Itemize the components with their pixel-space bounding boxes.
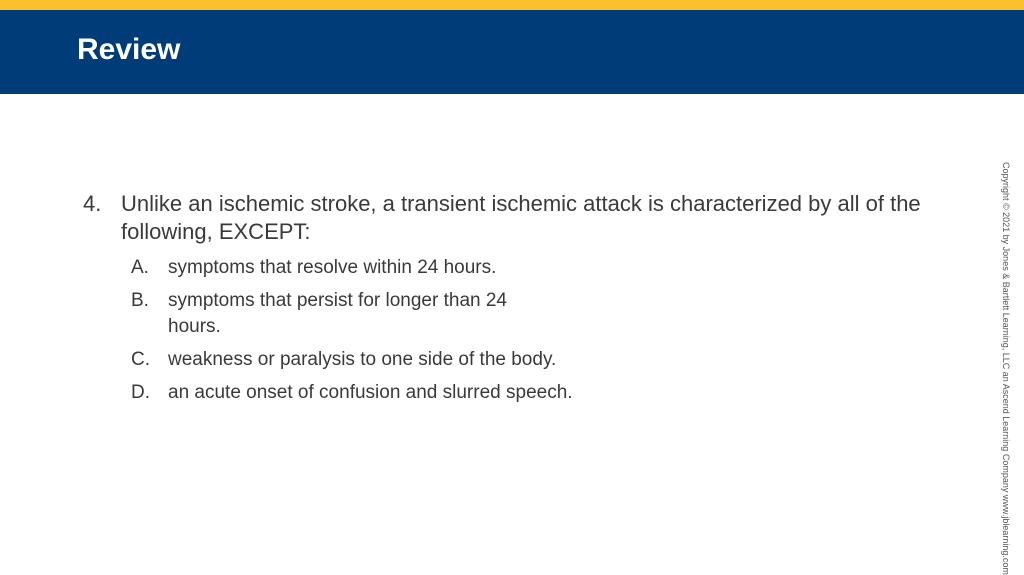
option-letter: D. (131, 382, 150, 403)
question-number: 4. (83, 191, 102, 216)
accent-stripe (0, 0, 1024, 10)
page-title: Review (77, 33, 181, 66)
question-stem (83, 190, 923, 246)
option-letter: C. (131, 349, 150, 370)
answer-options (131, 255, 923, 406)
option-a (131, 255, 923, 281)
copyright-notice: Copyright © 2021 by Jones & Bartlett Learning, LLC an Ascend Learning Company www.jblearning.com (1001, 162, 1011, 575)
option-text: an acute onset of confusion and slurred speech. (168, 382, 573, 403)
option-text: symptoms that persist for longer than 24 hours. (168, 290, 507, 337)
option-b (131, 288, 923, 340)
question-block (83, 190, 923, 413)
option-c (131, 347, 923, 373)
option-text: symptoms that resolve within 24 hours. (168, 257, 497, 278)
option-letter: A. (131, 257, 149, 278)
option-letter: B. (131, 290, 149, 311)
header-bar (0, 10, 1024, 94)
question-text: Unlike an ischemic stroke, a transient ischemic attack is characterized by all of the following, EXCEPT: (121, 191, 921, 244)
option-text: weakness or paralysis to one side of the body. (168, 349, 557, 370)
option-d (131, 380, 923, 406)
